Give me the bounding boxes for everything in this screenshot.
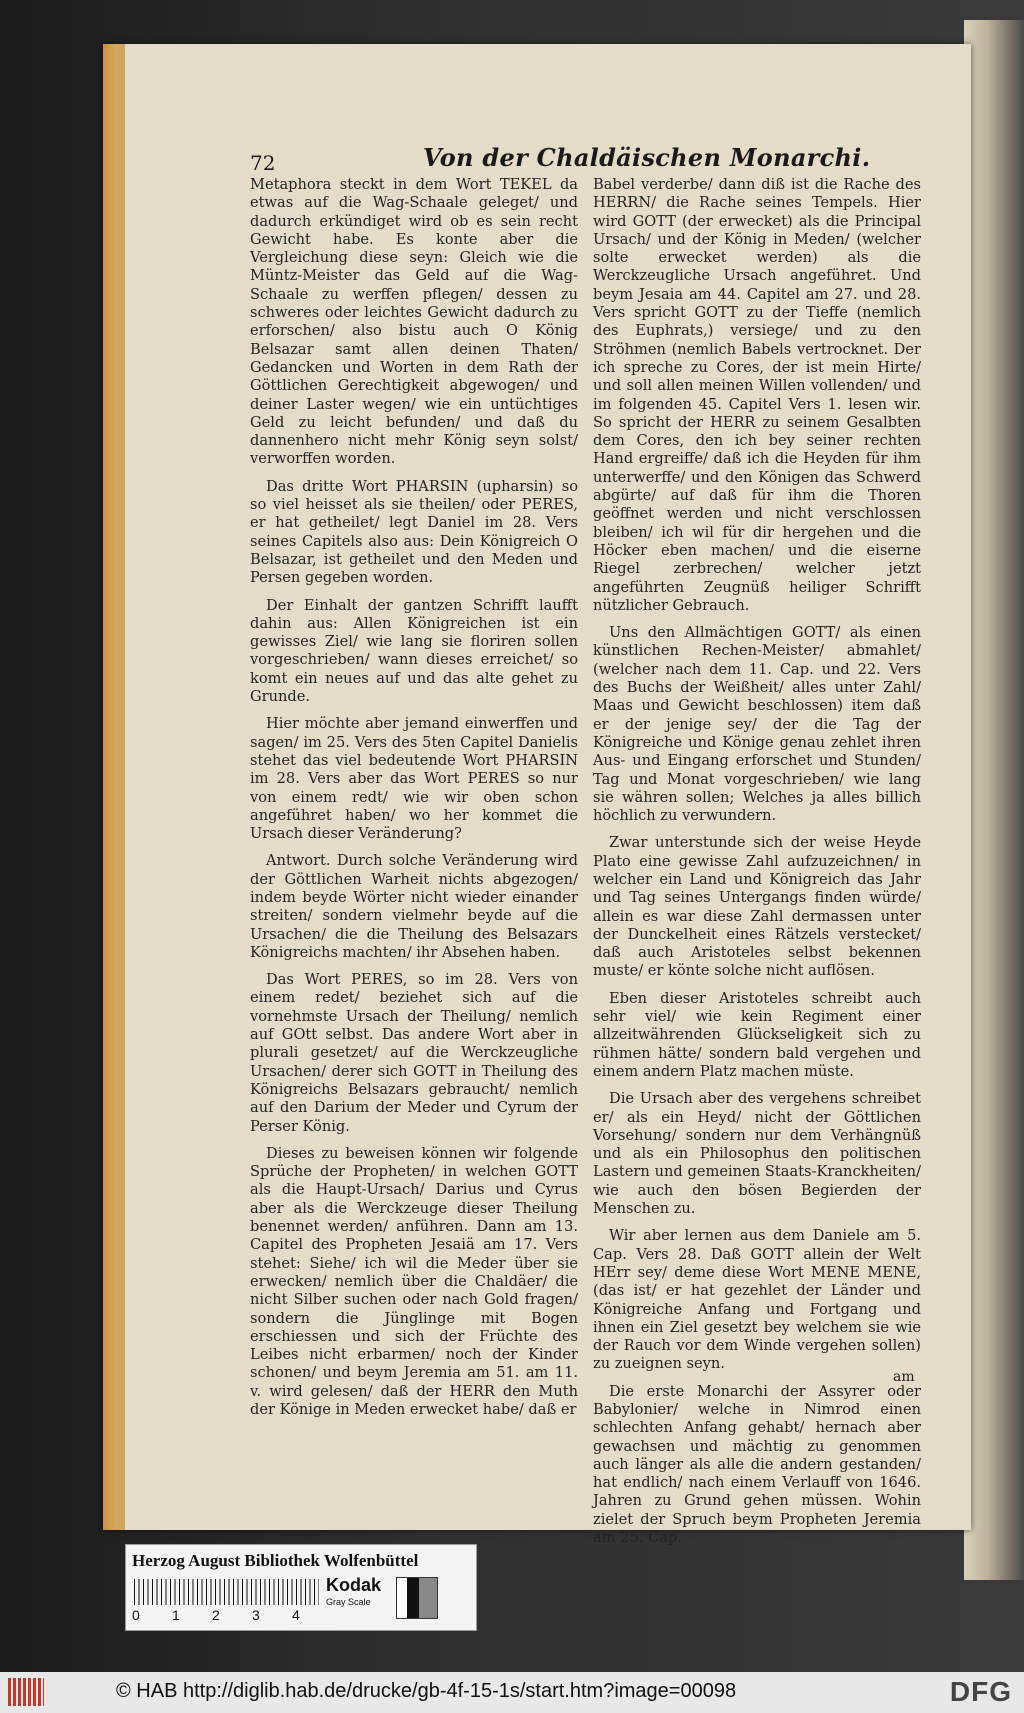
paragraph: Eben dieser Aristoteles schreibt auch sehr viel/ wie kein Regiment einer allzeitwährenden Glückseligkeit sich zu rühmen hätte/ sondern bald vergehen und einem andern Platz machen müste. — [593, 989, 921, 1080]
footer-bar — [0, 1672, 1024, 1713]
paragraph: Metaphora steckt in dem Wort TEKEL da etwas auf die Wag-Schaale geleget/ und dadurch erkündiget wird ob es sein recht Gewicht habe. Es konte aber die Vergleichung diese seyn: Gleich wie die Müntz-Meister das Geld auf die Wag-Schaale zu werffen pflegen/ dessen zu schweres oder leichtes Gewicht dadurch zu erforschen/ also bistu auch O König Belsazar samt allen deinen Thaten/ Gedancken und Worten in dem Rath der Göttlichen Gerechtigkeit abgewogen/ und deiner Laster wegen/ wie ein untüchtiges Geld zu leicht befunden/ und daß du dannenhero nicht mehr König seyn solst/ verworffen worden. — [250, 176, 578, 468]
library-name: Herzog August Bibliothek Wolfenbüttel — [132, 1551, 419, 1570]
dfg-logo: DFG — [949, 1676, 1012, 1707]
kodak-subtitle: Gray Scale — [326, 1597, 371, 1607]
paragraph: Dieses zu beweisen können wir folgende Sprüche der Propheten/ in welchen GOTT als die Haupt-Ursach/ Darius und Cyrus aber als die Werckzeuge dieser Theilung benennet werden/ anführen. Dann am 13. Capitel des Propheten Jesaiä am 17. Vers stehet: Siehe/ ich wil die Meder über sie erwecken/ nemlich über die Chaldäer/ die nicht Silber suchen oder nach Gold fragen/ sondern die Jünglinge mit Bogen erschiessen und sich der Früchte des Leibes nicht erbarmen/ noch der Kinder schonen/ und beym Jeremia am 51. am 11. v. wird gelesen/ daß der HERR den Muth der Könige in Meden erwecket habe/ daß er — [250, 1144, 578, 1418]
paragraph: Das dritte Wort PHARSIN (upharsin) so so viel heisset als sie theilen/ oder PERES, er hat getheilet/ legt Daniel im 28. Vers seines Capitels also aus: Dein Königreich O Belsazar, ist getheilet und den Meden und Persen gegeben worden. — [250, 477, 578, 587]
running-title: Von der Chaldäischen Monarchi. — [423, 143, 871, 172]
right-column — [593, 176, 921, 1556]
paragraph: Antwort. Durch solche Veränderung wird der Göttlichen Warheit nichts abgezogen/ indem beyde Wörter nicht wieder einander streiten/ sondern vielmehr beyde auf die Ursachen/ die die Theilung des Belsazars Königreichs machten/ ihr Absehen haben. — [250, 852, 578, 961]
paragraph: Babel verderbe/ dann diß ist die Rache des HERRN/ die Rache seines Tempels. Hier wird GOTT (der erwecket) als die Principal Ursach/ und der König in Meden/ (welcher solte erwecket werden) als die Werckzeugliche Ursach angeführet. Und beym Jesaia am 44. Capitel am 27. und 28. Vers spricht GOTT zu der Tieffe (nemlich des Euphrats,) versiege/ und zu den Ströhmen (nemlich Babels vertrocknet. Der ich spreche zu Cores, der ist mein Hirte/ und soll allen meinen Willen vollenden/ und im folgenden 45. Capitel Vers 1. lesen wir. So spricht der HERR zu seinem Gesalbten dem Cores, den ich bey seiner rechten Hand ergreiffe/ daß ich die Heyden für ihm unterwerffe/ und den Königen das Schwerd abgürte/ auf daß für ihm die Thoren geöffnet werden und nicht verschlossen bleiben/ ich wil für dir hergehen und die Höcker eben machen/ und die eiserne Riegel zerbrechen/ welcher jetzt angeführten Zeugnüß heiliger Schrifft nützlicher Gebrauch. — [593, 176, 921, 614]
scale-ruler — [134, 1579, 319, 1605]
gray-patch — [396, 1577, 438, 1619]
page-spine — [103, 44, 125, 1530]
page-header — [250, 143, 950, 177]
catchword: am — [893, 1369, 915, 1385]
kodak-logo: Kodak — [326, 1575, 382, 1595]
hab-logo-icon — [8, 1678, 44, 1706]
paragraph: Der Einhalt der gantzen Schrifft laufft dahin aus: Allen Königreichen ist ein gewisses Ziel/ wie lang sie floriren sollen vorgeschrieben/ wann dieses erreichet/ so komt ein neues auf und das alte gehet zu Grunde. — [250, 596, 578, 706]
ruler-numbers — [132, 1607, 332, 1625]
ruler-number: 3 — [252, 1607, 260, 1623]
paragraph: Wir aber lernen aus dem Daniele am 5. Cap. Vers 28. Daß GOTT allein der Welt HErr sey/ deme diese Wort MENE MENE, (das ist/ er hat gezehlet der Länder und Königreiche Anfang und Fortgang und ihnen ein Ziel gesetzt bey welchem sie wie der Rauch vor dem Winde vergehen sollen) zu zueignen seyn. — [593, 1227, 921, 1373]
paragraph: Die erste Monarchi der Assyrer oder Babylonier/ welche in Nimrod einen schlechten Anfang gehabt/ hernach aber gewachsen und mächtig zu genommen auch länger als alle die andern gestanden/ hat endlich/ nach einem Verlauff von 1646. Jahren zu Grund gehen müssen. Wohin zielet der Spruch beym Propheten Jeremia am 25. Cap. — [593, 1382, 921, 1547]
ruler-number: 2 — [212, 1607, 220, 1623]
kodak-gray-scale — [326, 1575, 466, 1623]
paragraph: Das Wort PERES, so im 28. Vers von einem redet/ beziehet sich auf die vornehmste Ursach der Theilung/ nemlich auf GOtt selbst. Das andere Wort aber in plurali gesetzet/ auf die Werckzeugliche Ursachen/ derer sich GOTT in Theilung des Königreichs Belsazars gebraucht/ nemlich auf den Darium der Meder und Cyrum der Perser König. — [250, 971, 578, 1135]
paragraph: Die Ursach aber des vergehens schreibet er/ als ein Heyd/ nicht der Göttlichen Vorsehung/ sondern nur dem Verhängnüß und als ein Philosophus den politischen Lastern und gemeinen Staats-Kranckheiten/ wie auch den bösen Begierden der Menschen zu. — [593, 1090, 921, 1218]
ruler-number: 0 — [132, 1607, 140, 1623]
ruler-number: 4 — [292, 1607, 300, 1623]
facing-page-edge — [964, 20, 1024, 1580]
paragraph: Hier möchte aber jemand einwerffen und sagen/ im 25. Vers des 5ten Capitel Danielis stehet das viel bedeutende Wort PHARSIN im 28. Vers aber das Wort PERES so nur von einem redt/ wie wir oben schon angeführet haben/ wo her kommet die Ursach dieser Veränderung? — [250, 715, 578, 843]
paragraph: Uns den Allmächtigen GOTT/ als einen künstlichen Rechen-Meister/ abmahlet/ (welcher nach dem 11. Cap. und 22. Vers des Buchs der Weißheit/ alles unter Zahl/ Maas und Gewicht beschlossen) item daß er der jenige sey/ der die Tag der Königreiche und Könige genau zehlet ihren Aus- und Eingang erforschet und Stunden/ Tag und Monat vorgeschrieben/ wie lang sie währen sollen; Welches ja alles billich höchlich zu verwundern. — [593, 624, 921, 825]
page-number: 72 — [250, 151, 276, 175]
source-url[interactable]: © HAB http://diglib.hab.de/drucke/gb-4f-15-1s/start.htm?image=00098 — [116, 1680, 737, 1702]
ruler-number: 1 — [172, 1607, 180, 1623]
left-column — [250, 176, 578, 1428]
paragraph: Zwar unterstunde sich der weise Heyde Plato eine gewisse Zahl aufzuzeichnen/ in welcher ein Land und Königreich das Jahr und Tag seines Untergangs finden würde/ allein es war diese Zahl dermassen unter der Dunckelheit eines Rätzels verstecket/ daß auch Aristoteles selbst bekennen muste/ er könte solche nicht auflösen. — [593, 834, 921, 980]
library-color-strip — [125, 1544, 477, 1631]
